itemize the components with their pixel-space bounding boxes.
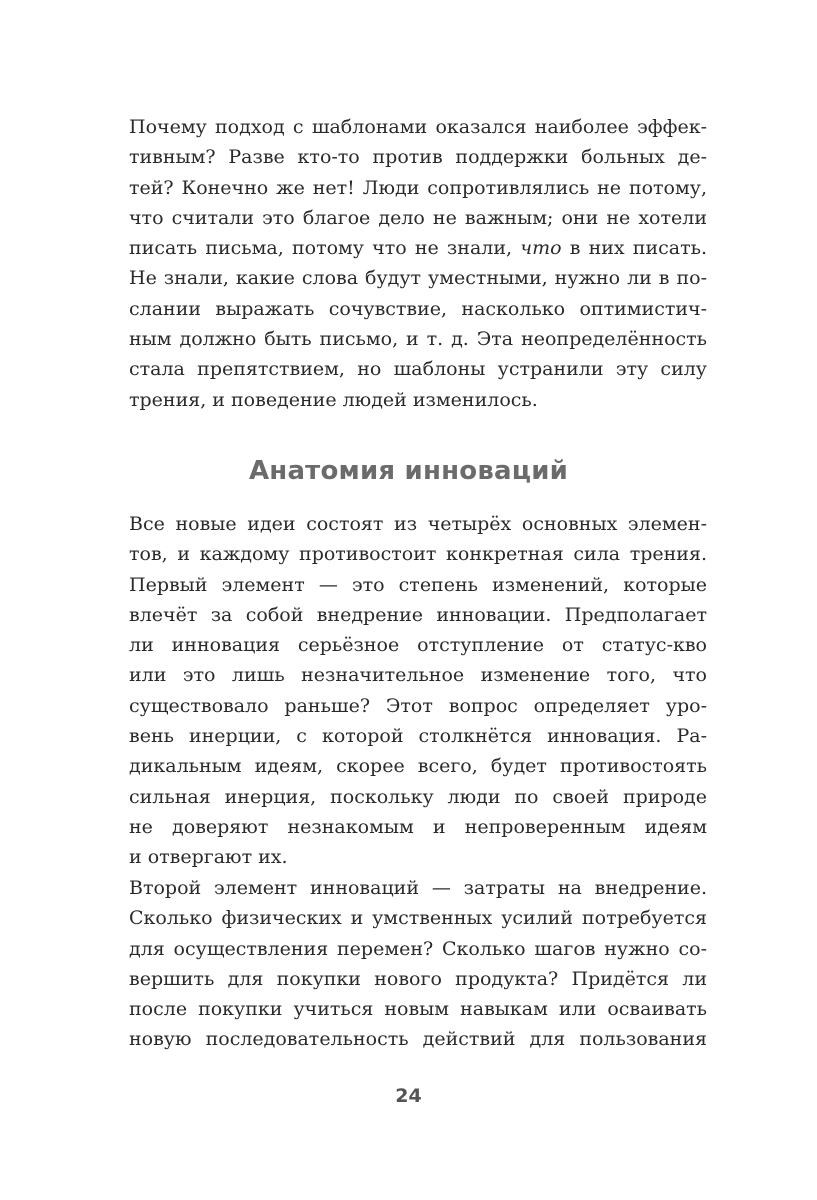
text-line: ным должно быть письмо, и т. д. Эта неопределённость <box>129 328 707 351</box>
text-line <box>129 233 707 263</box>
text-line: стала препятствием, но шаблоны устранили эту силу <box>129 358 707 381</box>
text-line: Первый элемент — это степень изменений, которые <box>129 573 707 596</box>
text-line: Почему подход с шаблонами оказался наиболее эффек- <box>129 116 707 138</box>
text-line: слании выражать сочувствие, насколько оптимистич- <box>129 297 707 320</box>
text-line: вень инерции, с которой столкнётся инновация. Ра- <box>129 725 707 748</box>
paragraph-1 <box>129 112 707 415</box>
text-line: тов, и каждому противостоит конкретная сила трения. <box>129 543 707 566</box>
page-number: 24 <box>395 1085 422 1107</box>
paragraph-3 <box>129 873 707 1055</box>
text-line: сильная инерция, поскольку люди по своей природе <box>129 785 707 808</box>
text-line: и отвергают их. <box>129 846 288 869</box>
text-line: существовало раньше? Этот вопрос определяет уро- <box>129 694 707 717</box>
paragraph-2 <box>129 509 707 873</box>
text-line: Все новые идеи состоят из четырёх основных элемен- <box>129 513 707 535</box>
emphasis-word: что <box>520 237 562 260</box>
text-line: или это лишь незначительное изменение того, что <box>129 664 707 687</box>
text-line: дикальным идеям, скорее всего, будет противостоять <box>129 755 707 778</box>
text-line: Не знали, какие слова будут уместными, нужно ли в по- <box>129 267 707 290</box>
text-line: Второй элемент инноваций — затраты на внедрение. <box>129 877 707 899</box>
text-line: вершить для покупки нового продукта? Придётся ли <box>129 967 707 990</box>
text-line: ли инновация серьёзное отступление от статус-кво <box>129 634 707 657</box>
text-line: Сколько физических и умственных усилий потребуется <box>129 907 707 930</box>
text-line: что считали это благое дело не важным; они не хотели <box>129 206 707 229</box>
text-segment: в них писать. <box>569 237 708 260</box>
text-line: для осуществления перемен? Сколько шагов нужно со- <box>129 937 707 960</box>
text-line: не доверяют незнакомым и непроверенным идеям <box>129 815 707 838</box>
text-segment: писать письма, потому что не знали, <box>129 237 513 260</box>
text-line: после покупки учиться новым навыкам или осваивать <box>129 998 707 1021</box>
text-line: тивным? Разве кто-то против поддержки больных де- <box>129 146 707 169</box>
text-line: влечёт за собой внедрение инновации. Предполагает <box>129 603 707 626</box>
text-line: новую последовательность действий для пользования <box>129 1028 707 1051</box>
text-line: тей? Конечно же нет! Люди сопротивлялись не потому, <box>129 176 707 199</box>
text-line: трения, и поведение людей изменилось. <box>129 388 538 411</box>
section-heading: Анатомия инноваций <box>248 456 569 486</box>
